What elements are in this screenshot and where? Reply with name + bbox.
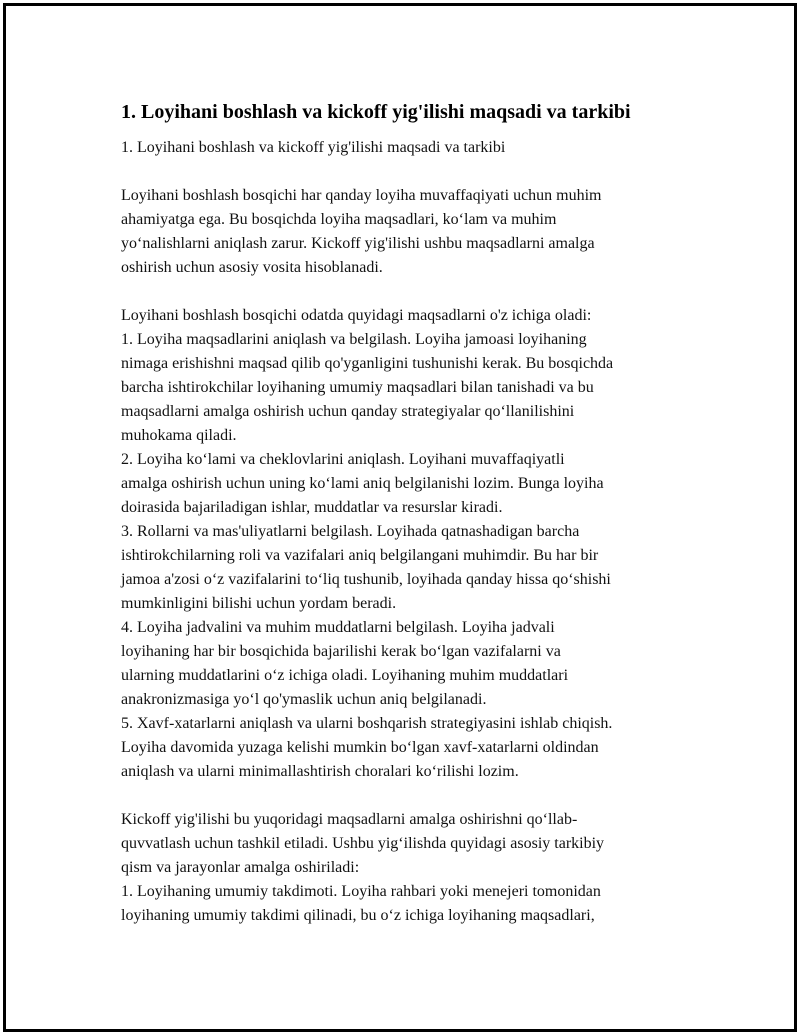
paragraph: [121, 184, 721, 280]
text-line: 3. Rollarni va mas'uliyatlarni belgilash. Loyihada qatnashadigan barcha: [121, 523, 580, 540]
text-line: loyihaning har bir bosqichida bajarilishi kerak bo‘lgan vazifalarni va: [121, 643, 561, 660]
text-line: 2. Loyiha ko‘lami va cheklovlarini aniqlash. Loyihani muvaffaqiyatli: [121, 451, 565, 468]
text-line: ishtirokchilarning roli va vazifalari aniq belgilangani muhimdir. Bu har bir: [121, 547, 599, 564]
text-line: oshirish uchun asosiy vosita hisoblanadi.: [121, 259, 383, 276]
text-line: 4. Loyiha jadvalini va muhim muddatlarni belgilash. Loyiha jadvali: [121, 619, 555, 636]
document-body: [121, 98, 721, 928]
text-line: Loyihani boshlash bosqichi har qanday loyiha muvaffaqiyati uchun muhim: [121, 187, 602, 204]
text-line: Loyihani boshlash bosqichi odatda quyidagi maqsadlarni o'z ichiga oladi:: [121, 307, 592, 324]
text-line: yo‘nalishlarni aniqlash zarur. Kickoff yig'ilishi ushbu maqsadlarni amalga: [121, 235, 595, 252]
document-subtitle: 1. Loyihani boshlash va kickoff yig'ilishi maqsadi va tarkibi: [121, 139, 506, 156]
text-line: maqsadlarni amalga oshirish uchun qanday strategiyalar qo‘llanilishini: [121, 403, 575, 420]
document-title: 1. Loyihani boshlash va kickoff yig'ilishi maqsadi va tarkibi: [121, 101, 631, 123]
text-line: quvvatlash uchun tashkil etiladi. Ushbu yig‘ilishda quyidagi asosiy tarkibiy: [121, 835, 605, 852]
text-line: aniqlash va ularni minimallashtirish choralari ko‘rilishi lozim.: [121, 763, 519, 780]
text-line: 1. Loyihaning umumiy takdimoti. Loyiha rahbari yoki menejeri tomonidan: [121, 883, 601, 900]
paragraph: [121, 304, 721, 784]
text-line: loyihaning umumiy takdimi qilinadi, bu o‘z ichiga loyihaning maqsadlari,: [121, 907, 595, 924]
text-line: nimaga erishishni maqsad qilib qo'yganligini tushunishi kerak. Bu bosqichda: [121, 355, 614, 372]
paragraph-list: [121, 184, 721, 928]
text-line: amalga oshirish uchun uning ko‘lami aniq belgilanishi lozim. Bunga loyiha: [121, 475, 604, 492]
text-line: mumkinligini bilishi uchun yordam beradi.: [121, 595, 397, 612]
text-line: ahamiyatga ega. Bu bosqichda loyiha maqsadlari, ko‘lam va muhim: [121, 211, 557, 228]
paragraph: [121, 808, 721, 928]
text-line: Kickoff yig'ilishi bu yuqoridagi maqsadlarni amalga oshirishni qo‘llab-: [121, 811, 578, 828]
text-line: jamoa a'zosi o‘z vazifalarini to‘liq tushunib, loyihada qanday hissa qo‘shishi: [121, 571, 611, 588]
text-line: 5. Xavf-xatarlarni aniqlash va ularni boshqarish strategiyasini ishlab chiqish.: [121, 715, 613, 732]
text-line: muhokama qiladi.: [121, 427, 237, 444]
text-line: qism va jarayonlar amalga oshiriladi:: [121, 859, 360, 876]
text-line: anakronizmasiga yo‘l qo'ymaslik uchun aniq belgilanadi.: [121, 691, 487, 708]
text-line: barcha ishtirokchilar loyihaning umumiy maqsadlari bilan tanishadi va bu: [121, 379, 594, 396]
text-line: Loyiha davomida yuzaga kelishi mumkin bo‘lgan xavf-xatarlarni oldindan: [121, 739, 599, 756]
text-line: 1. Loyiha maqsadlarini aniqlash va belgilash. Loyiha jamoasi loyihaning: [121, 331, 587, 348]
text-line: ularning muddatlarini o‘z ichiga oladi. Loyihaning muhim muddatlari: [121, 667, 569, 684]
page-frame: [3, 3, 797, 1032]
text-line: doirasida bajariladigan ishlar, muddatlar va resurslar kiradi.: [121, 499, 503, 516]
